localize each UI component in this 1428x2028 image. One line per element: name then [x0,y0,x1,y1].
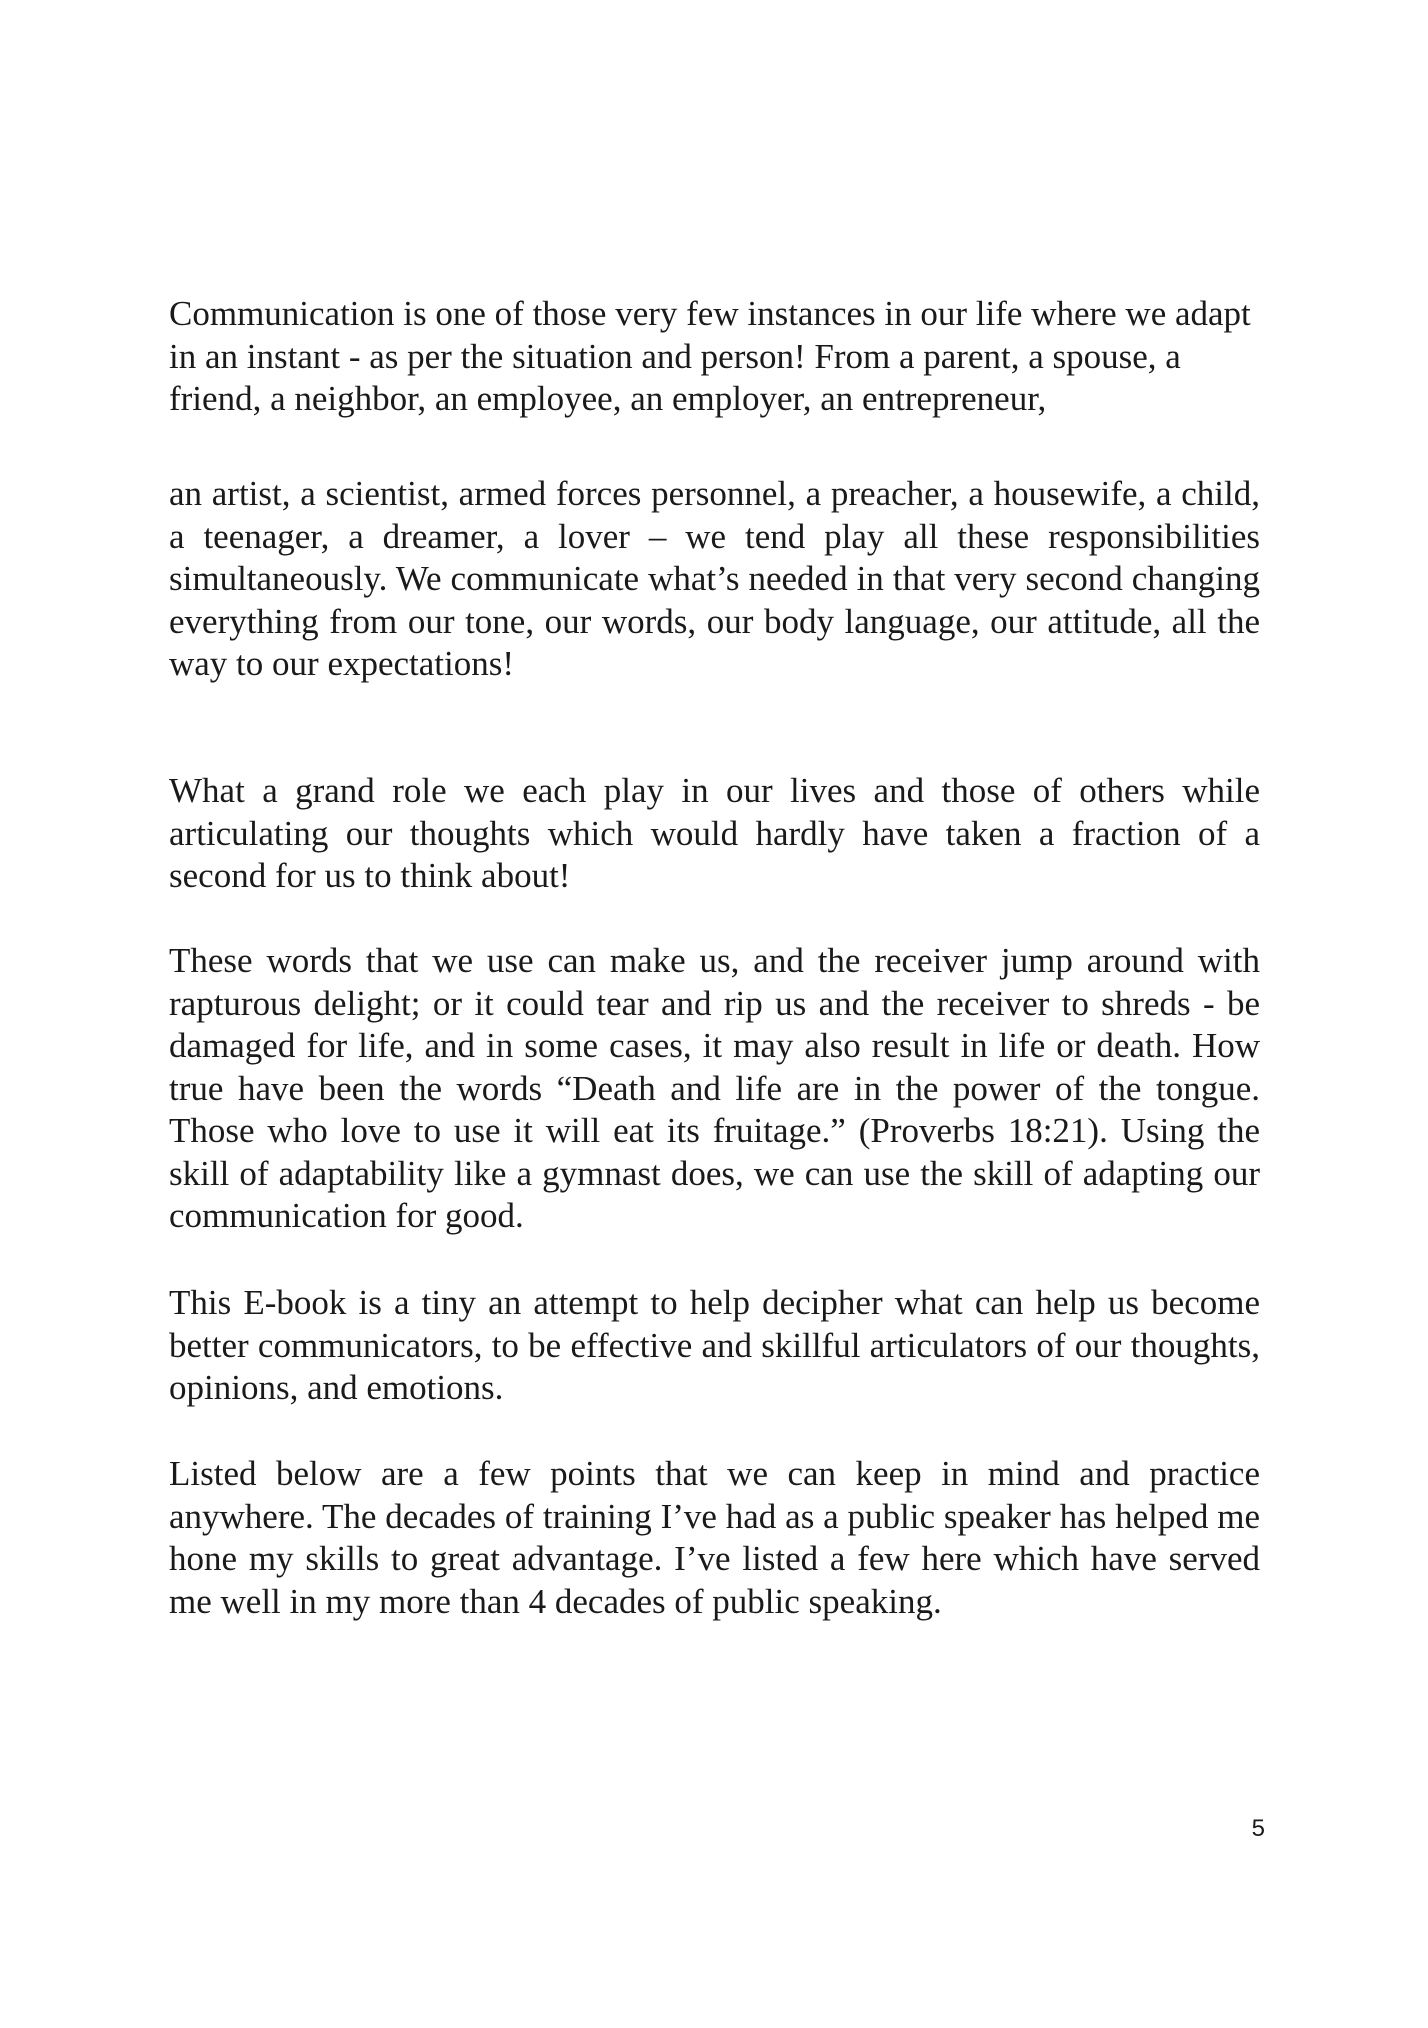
paragraph-text: an artist, a scientist, armed forces personnel, a preacher, a housewife, a child, a teenager, a dreamer, a lover – we tend play all these responsibilities simultaneously. We communicate what’s needed in that very second changing everything from our tone, our words, our body language, our attitude, all the way to our expectations! [169,474,1260,683]
paragraph-grand-role [169,770,1260,898]
paragraph-text: This E-book is a tiny an attempt to help decipher what can help us become better communicators, to be effective and skillful articulators of our thoughts, opinions, and emotions. [169,1283,1260,1407]
paragraph-roles [169,473,1260,686]
paragraph-intro [169,293,1260,421]
paragraph-text: These words that we use can make us, and the receiver jump around with rapturous delight; or it could tear and rip us and the receiver to shreds - be damaged for life, and in some cases, it may also result in life or death. How true have been the words “Death and life are in the power of the tongue. Those who love to use it will eat its fruitage.” (Proverbs 18:21). Using the skill of adaptability like a gymnast does, we can use the skill of adapting our communication for good. [169,941,1260,1235]
paragraph-listed-points [169,1453,1260,1623]
paragraph-words-power [169,940,1260,1238]
paragraph-text: Communication is one of those very few instances in our life where we adapt in an instant - as per the situation and person! From a parent, a spouse, a friend, a neighbor, an employee, an employer, an entrepreneur, [169,294,1251,418]
paragraph-text: What a grand role we each play in our lives and those of others while articulating our thoughts which would hardly have taken a fraction of a second for us to think about! [169,771,1260,895]
paragraph-ebook-purpose [169,1282,1260,1410]
page-number: 5 [1251,1815,1265,1842]
paragraph-text: Listed below are a few points that we can keep in mind and practice anywhere. The decades of training I’ve had as a public speaker has helped me hone my skills to great advantage. I’ve listed a few here which have served me well in my more than 4 decades of public speaking. [169,1454,1260,1621]
